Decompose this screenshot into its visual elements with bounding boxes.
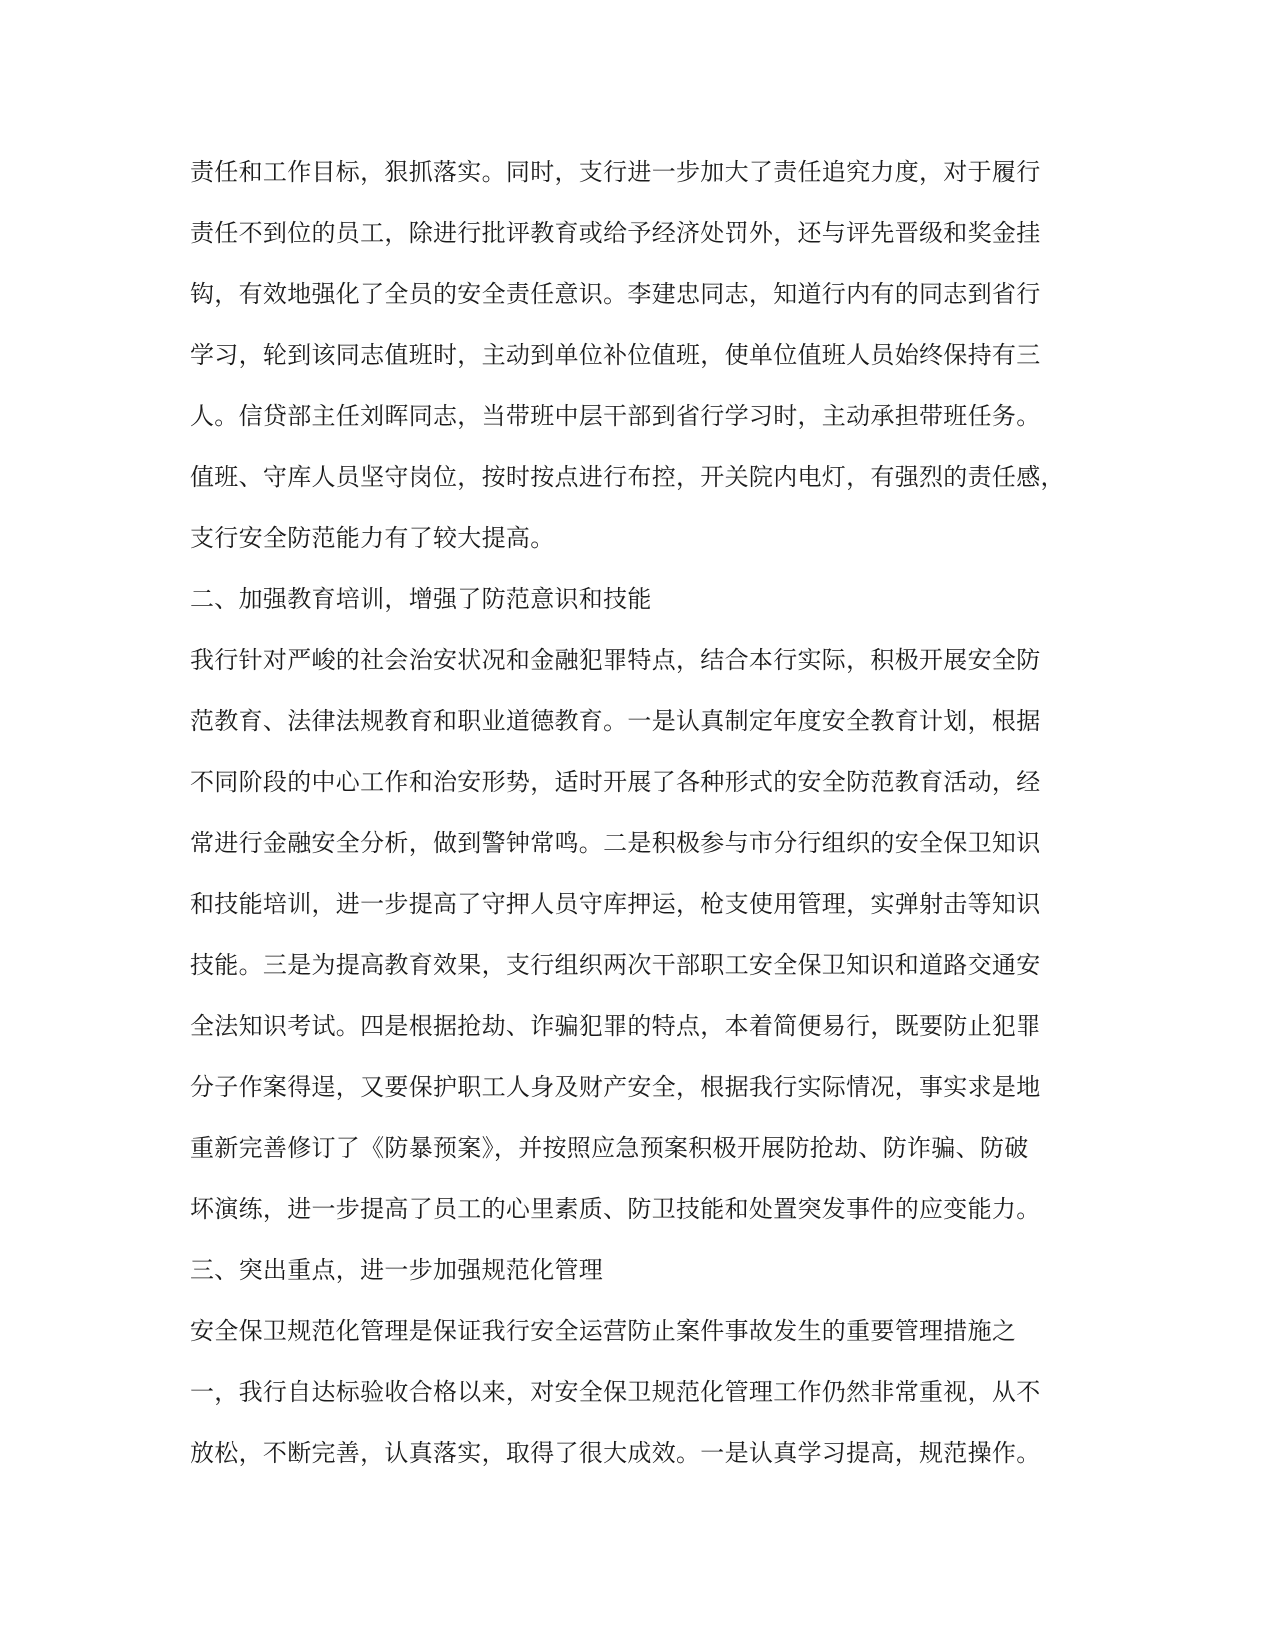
text-line: 全法知识考试。四是根据抢劫、诈骗犯罪的特点，本着简便易行，既要防止犯罪 [190,1012,1041,1040]
text-line: 我行针对严峻的社会治安状况和金融犯罪特点，结合本行实际，积极开展安全防 [190,646,1041,674]
text-line: 重新完善修订了《防暴预案》，并按照应急预案积极开展防抢劫、防诈骗、防破 [190,1134,1029,1162]
document-body [190,142,1085,1484]
text-line: 学习，轮到该同志值班时，主动到单位补位值班，使单位值班人员始终保持有三 [190,341,1041,369]
text-line: 安全保卫规范化管理是保证我行安全运营防止案件事故发生的重要管理措施之 [190,1317,1017,1345]
text-line: 分子作案得逞，又要保护职工人身及财产安全，根据我行实际情况，事实求是地 [190,1073,1041,1101]
text-line: 责任不到位的员工，除进行批评教育或给予经济处罚外，还与评先晋级和奖金挂 [190,219,1041,247]
text-line: 范教育、法律法规教育和职业道德教育。一是认真制定年度安全教育计划，根据 [190,707,1041,735]
text-line: 技能。三是为提高教育效果，支行组织两次干部职工安全保卫知识和道路交通安 [190,951,1041,979]
text-line: 不同阶段的中心工作和治安形势，适时开展了各种形式的安全防范教育活动，经 [190,768,1041,796]
text-line: 人。信贷部主任刘晖同志，当带班中层干部到省行学习时，主动承担带班任务。 [190,402,1041,430]
text-line: 常进行金融安全分析，做到警钟常鸣。二是积极参与市分行组织的安全保卫知识 [190,829,1041,857]
section-heading: 三、突出重点，进一步加强规范化管理 [190,1256,604,1284]
section-heading: 二、加强教育培训，增强了防范意识和技能 [190,585,652,613]
text-line: 责任和工作目标，狠抓落实。同时，支行进一步加大了责任追究力度，对于履行 [190,158,1041,186]
text-line: 支行安全防范能力有了较大提高。 [190,524,555,552]
text-line: 一，我行自达标验收合格以来，对安全保卫规范化管理工作仍然非常重视，从不 [190,1378,1041,1406]
text-line: 坏演练，进一步提高了员工的心里素质、防卫技能和处置突发事件的应变能力。 [190,1195,1041,1223]
text-line: 和技能培训，进一步提高了守押人员守库押运，枪支使用管理，实弹射击等知识 [190,890,1041,918]
text-line: 钩，有效地强化了全员的安全责任意识。李建忠同志，知道行内有的同志到省行 [190,280,1041,308]
text-line: 放松，不断完善，认真落实，取得了很大成效。一是认真学习提高，规范操作。 [190,1439,1041,1467]
text-line: 值班、守库人员坚守岗位，按时按点进行布控，开关院内电灯，有强烈的责任感， [190,463,1065,491]
